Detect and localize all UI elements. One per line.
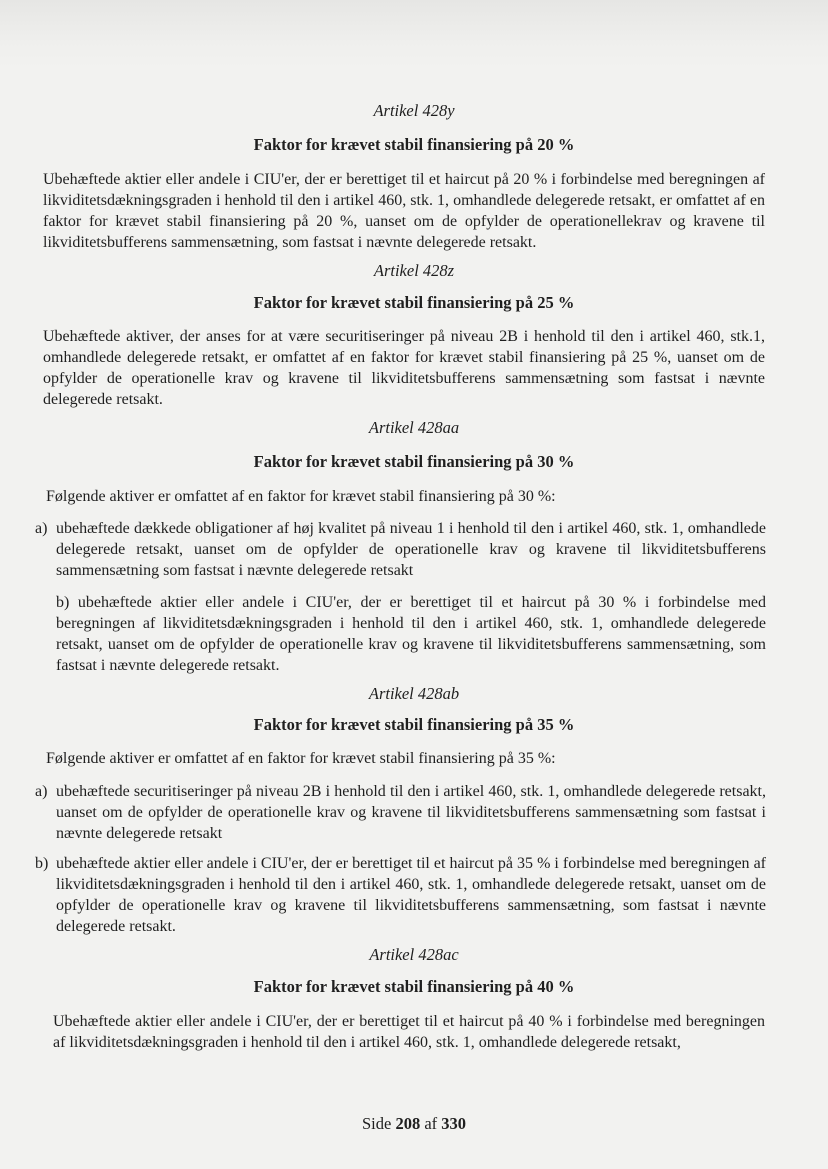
article-title: Faktor for krævet stabil finansiering på 30 % bbox=[253, 452, 575, 471]
total-pages-number: 330 bbox=[441, 1114, 467, 1133]
list-item-label: b) bbox=[35, 855, 49, 872]
article-number: Artikel 428ac bbox=[369, 945, 459, 964]
list-item bbox=[35, 518, 766, 581]
list-item bbox=[35, 853, 766, 937]
list-item bbox=[35, 592, 766, 676]
list-item-text: ubehæftede dækkede obligationer af høj kvalitet på niveau 1 i henhold til den i artikel 460, stk. 1, omhandlede delegerede retsakt, uanset om de opfylder de operationelle krav og kravene til likviditetsbufferens sammensætning som fastsat i nævnte delegerede retsakt bbox=[56, 520, 766, 579]
current-page-number: 208 bbox=[395, 1114, 421, 1133]
article-intro: Følgende aktiver er omfattet af en faktor for krævet stabil finansiering på 30 %: bbox=[46, 488, 556, 505]
article-number: Artikel 428aa bbox=[368, 418, 460, 437]
scan-header-shading bbox=[0, 0, 828, 70]
footer-separator: af bbox=[424, 1114, 438, 1133]
article-paragraph: Ubehæftede aktier eller andele i CIU'er, der er berettiget til et haircut på 40 % i forbindelse med beregningen af likviditetsdækningsgraden i henhold til den i artikel 460, stk. 1, omhandlede delegerede retsakt, bbox=[53, 1013, 765, 1051]
list-item-text: ubehæftede aktier eller andele i CIU'er, der er berettiget til et haircut på 30 % i forbindelse med beregningen af likviditetsdækningsgraden i henhold til den i artikel 460, stk. 1, omhandlede delegerede retsakt, uanset om de opfylder de operationelle krav og kravene til likviditetsbufferens sammensætning, som fastsat i nævnte delegerede retsakt. bbox=[56, 594, 766, 674]
page-footer bbox=[0, 1114, 828, 1134]
article-title: Faktor for krævet stabil finansiering på 35 % bbox=[253, 715, 575, 734]
list-item-text: ubehæftede aktier eller andele i CIU'er, der er berettiget til et haircut på 35 % i forbindelse med beregningen af likviditetsdækningsgraden i henhold til den i artikel 460, stk. 1, omhandlede delegerede retsakt, uanset om de opfylder de operationelle krav og kravene til likviditetsbufferens sammensætning, som fastsat i nævnte delegerede retsakt. bbox=[56, 855, 766, 935]
list-item-label: a) bbox=[35, 783, 48, 800]
article-paragraph: Ubehæftede aktiver, der anses for at være securitiseringer på niveau 2B i henhold til den i artikel 460, stk.1, omhandlede delegerede retsakt, er omfattet af en faktor for krævet stabil finansiering på 25 %, uanset om de opfylder de operationelle krav og kravene til likviditetsbufferens sammensætning som fastsat i nævnte delegerede retsakt. bbox=[43, 328, 765, 408]
list-item bbox=[35, 781, 766, 844]
footer-prefix: Side bbox=[361, 1114, 392, 1133]
article-title: Faktor for krævet stabil finansiering på 20 % bbox=[253, 135, 575, 154]
article-number: Artikel 428z bbox=[373, 261, 455, 280]
article-number: Artikel 428ab bbox=[368, 684, 460, 703]
article-title: Faktor for krævet stabil finansiering på 40 % bbox=[253, 977, 575, 996]
list-item-text: ubehæftede securitiseringer på niveau 2B i henhold til den i artikel 460, stk. 1, omhandlede delegerede retsakt, uanset om de opfylder de operationelle krav og kravene til likviditetsbufferens sammensætning som fastsat i nævnte delegerede retsakt bbox=[56, 783, 766, 842]
article-intro: Følgende aktiver er omfattet af en faktor for krævet stabil finansiering på 35 %: bbox=[46, 750, 556, 767]
article-title: Faktor for krævet stabil finansiering på 25 % bbox=[253, 293, 575, 312]
article-paragraph: Ubehæftede aktier eller andele i CIU'er, der er berettiget til et haircut på 20 % i forbindelse med beregningen af likviditetsdækningsgraden i henhold til den i artikel 460, stk. 1, omhandlede delegerede retsakt, er omfattet af en faktor for krævet stabil finansiering på 20 %, uanset om de opfylder de operationellekrav og kravene til likviditetsbufferens sammensætning, som fastsat i nævnte delegerede retsakt. bbox=[43, 171, 765, 251]
article-number: Artikel 428y bbox=[373, 101, 455, 120]
list-item-label: a) bbox=[35, 520, 48, 537]
list-item-label: b) bbox=[56, 594, 70, 611]
